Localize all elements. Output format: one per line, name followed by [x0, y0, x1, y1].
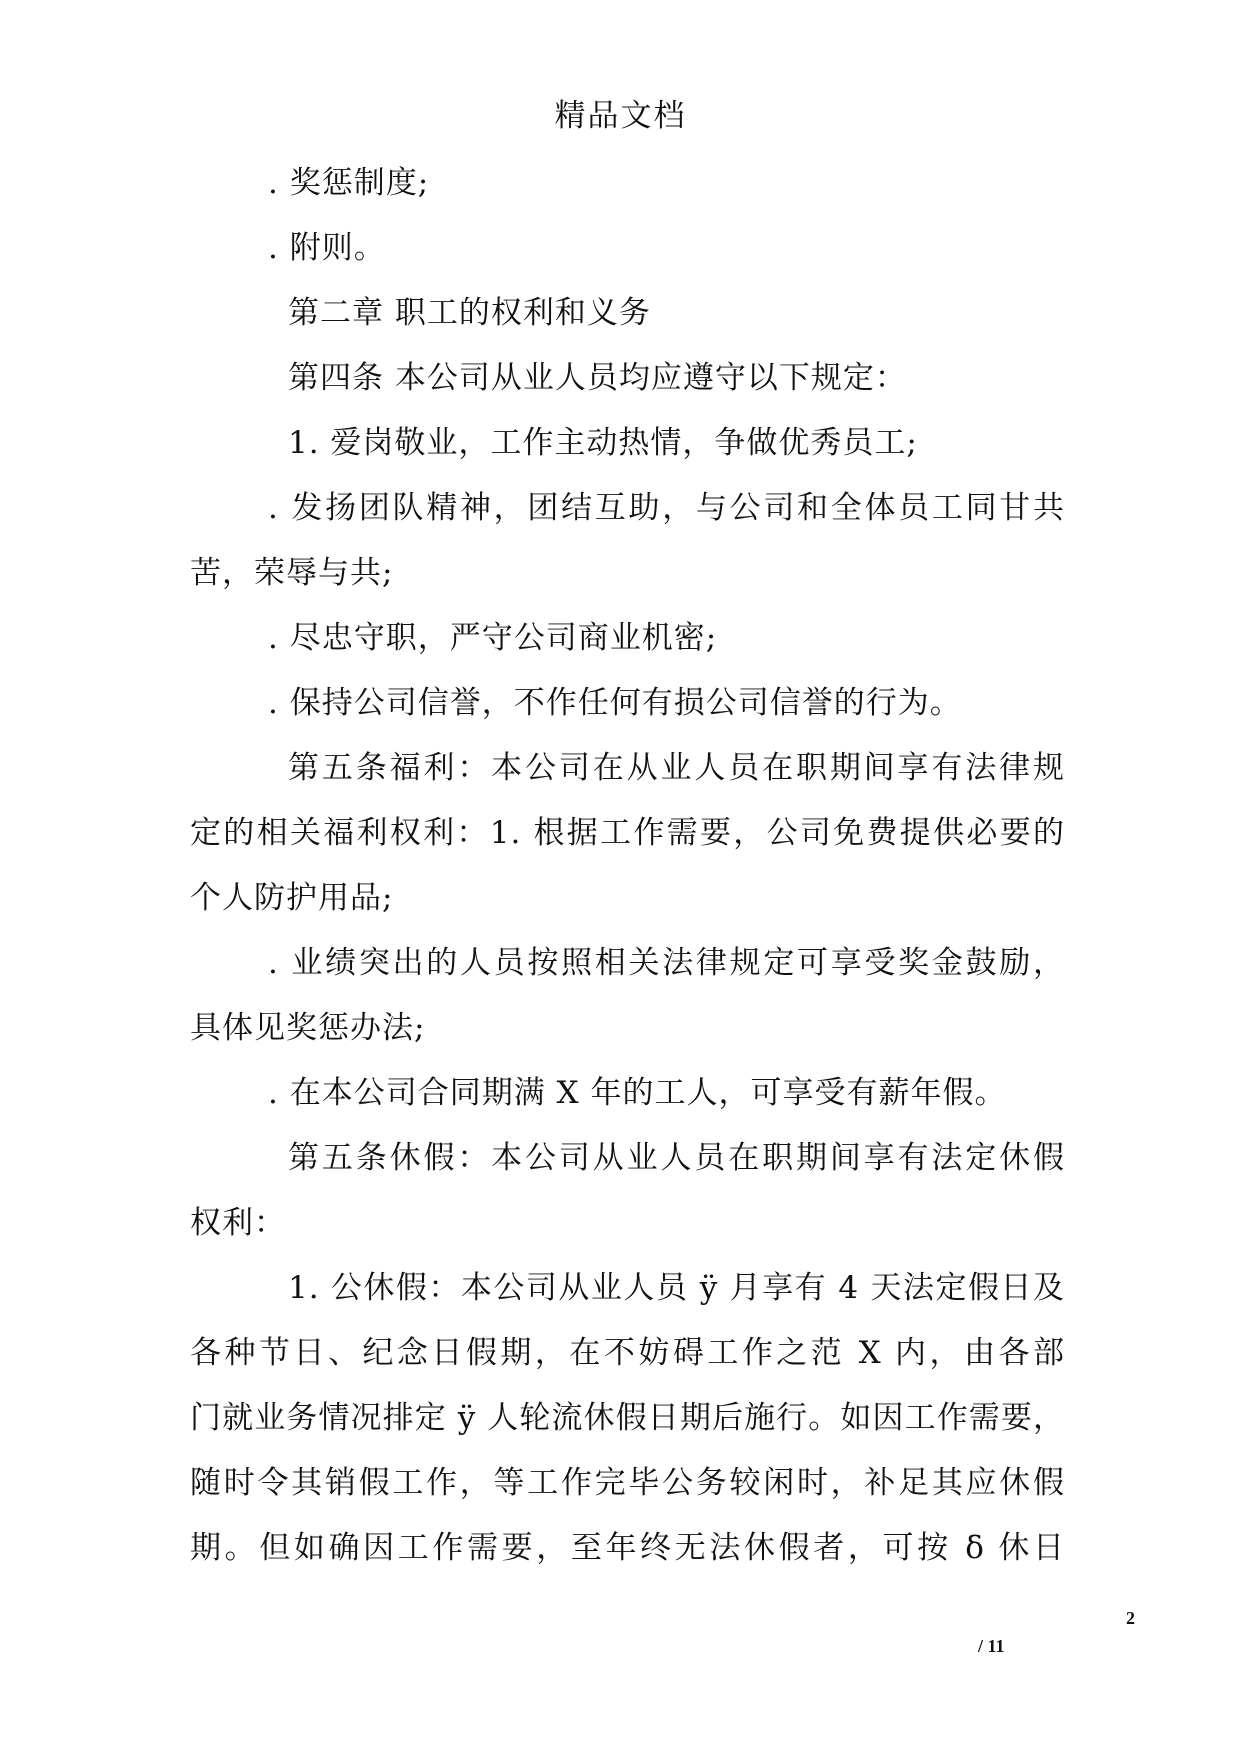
doc-line: . 尽忠守职，严守公司商业机密;	[268, 620, 718, 656]
doc-line: 门就业务情况排定 ÿ 人轮流休假日期后施行。如因工作需要，	[190, 1400, 1065, 1436]
doc-line: 期。但如确因工作需要，至年终无法休假者，可按 δ 休日	[190, 1530, 1065, 1566]
doc-line: . 附则。	[268, 230, 386, 266]
doc-line: 第五条福利：本公司在从业人员在职期间享有法律规	[288, 750, 1065, 786]
doc-line: . 业绩突出的人员按照相关法律规定可享受奖金鼓励，	[268, 945, 1065, 981]
page-number: 2	[1126, 1608, 1135, 1628]
doc-line: 定的相关福利权利：1. 根据工作需要，公司免费提供必要的	[190, 815, 1065, 851]
page-header-title: 精品文档	[554, 98, 687, 134]
doc-line: 第五条休假：本公司从业人员在职期间享有法定休假	[288, 1140, 1065, 1176]
doc-line: . 发扬团队精神，团结互助，与公司和全体员工同甘共	[268, 490, 1065, 526]
doc-line: . 奖惩制度;	[268, 165, 430, 201]
doc-line: 个人防护用品;	[190, 880, 394, 916]
document-body	[190, 160, 1065, 1590]
chapter-heading: 第二章 职工的权利和义务	[288, 295, 651, 331]
doc-line: . 保持公司信誉，不作任何有损公司信誉的行为。	[268, 685, 962, 721]
doc-line: 第四条 本公司从业人员均应遵守以下规定：	[288, 360, 907, 396]
doc-line: 具体见奖惩办法;	[190, 1010, 426, 1046]
doc-line: 各种节日、纪念日假期，在不妨碍工作之范 X 内，由各部	[190, 1335, 1065, 1371]
page-total: / 11	[978, 1636, 1005, 1656]
doc-line: 权利：	[190, 1205, 286, 1241]
doc-line: 1. 爱岗敬业，工作主动热情，争做优秀员工;	[288, 425, 918, 461]
doc-line: 随时令其销假工作，等工作完毕公务较闲时，补足其应休假	[190, 1465, 1065, 1501]
doc-line: 苦，荣辱与共;	[190, 555, 394, 591]
doc-line: . 在本公司合同期满 X 年的工人，可享受有薪年假。	[268, 1075, 1007, 1111]
doc-line: 1. 公休假：本公司从业人员 ÿ 月享有 4 天法定假日及	[288, 1270, 1065, 1306]
